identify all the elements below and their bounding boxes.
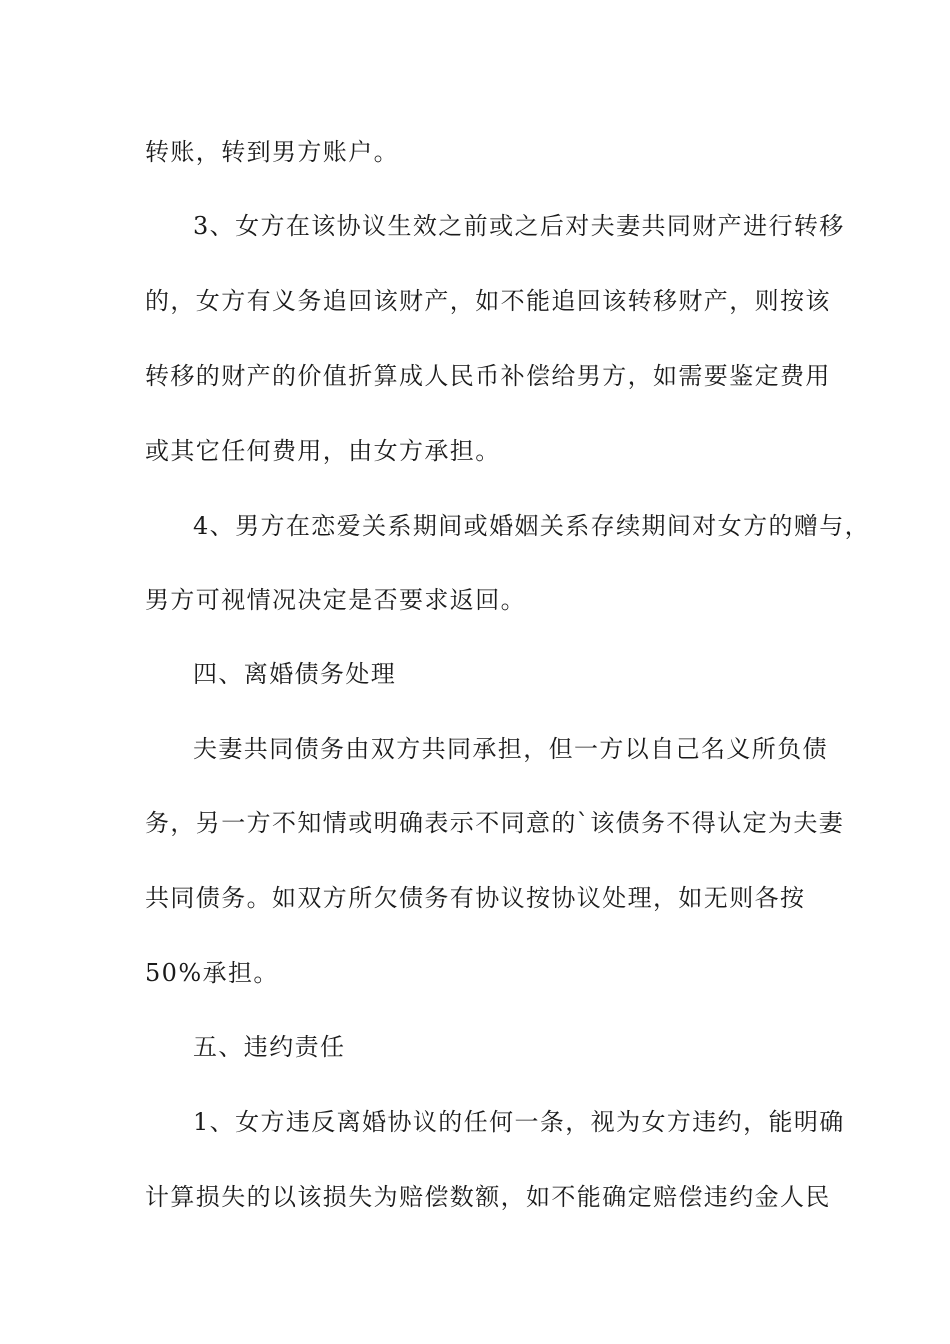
section-heading-debt: 四、离婚债务处理 bbox=[193, 660, 397, 688]
paragraph-line: 男方可视情况决定是否要求返回。 bbox=[145, 586, 526, 614]
paragraph-line: 夫妻共同债务由双方共同承担，但一方以自己名义所负债 bbox=[193, 735, 828, 763]
paragraph-line: 务，另一方不知情或明确表示不同意的`该债务不得认定为夫妻 bbox=[145, 809, 845, 837]
clause-4-line: 4、男方在恋爱关系期间或婚姻关系存续期间对女方的赠与， bbox=[193, 512, 871, 540]
paragraph-line: 共同债务。如双方所欠债务有协议按协议处理，如无则各按 bbox=[145, 884, 806, 912]
paragraph-line: 的，女方有义务追回该财产，如不能追回该转移财产，则按该 bbox=[145, 287, 831, 315]
paragraph-line: 转账，转到男方账户。 bbox=[145, 138, 399, 166]
paragraph-line: 计算损失的以该损失为赔偿数额，如不能确定赔偿违约金人民 bbox=[145, 1183, 831, 1211]
clause-1-line: 1、女方违反离婚协议的任何一条，视为女方违约，能明确 bbox=[193, 1108, 845, 1136]
paragraph-line: 或其它任何费用，由女方承担。 bbox=[145, 437, 501, 465]
section-heading-breach: 五、违约责任 bbox=[193, 1033, 346, 1061]
clause-3-line: 3、女方在该协议生效之前或之后对夫妻共同财产进行转移 bbox=[193, 212, 845, 240]
paragraph-line: 50%承担。 bbox=[145, 959, 279, 987]
paragraph-line: 转移的财产的价值折算成人民币补偿给男方，如需要鉴定费用 bbox=[145, 362, 831, 390]
